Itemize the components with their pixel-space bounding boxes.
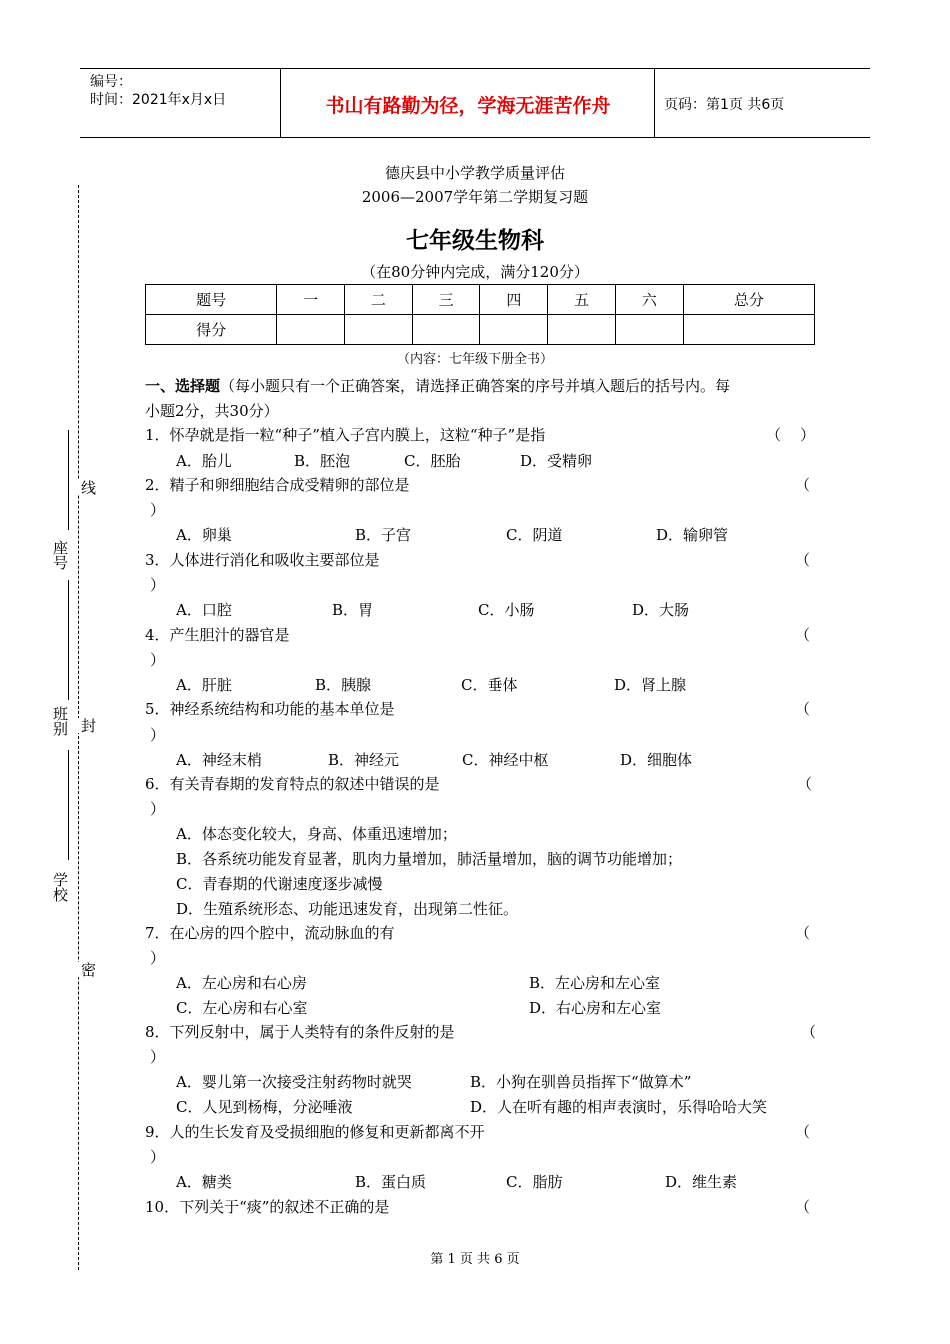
question-2-stem: 2．精子和卵细胞结合成受精卵的部位是 — [145, 476, 410, 494]
answer-blank-open[interactable]: （ — [801, 1023, 817, 1041]
option-d: D．肾上腺 — [614, 676, 687, 694]
question-6-stem: 6．有关青春期的发育特点的叙述中错误的是 — [145, 775, 440, 793]
answer-blank-close: ） — [150, 949, 166, 967]
answer-blank-close: ） — [150, 726, 166, 744]
score-table — [145, 284, 815, 345]
option-b: B．各系统功能发育显著，肌肉力量增加，肺活量增加，脑的调节功能增加； — [176, 850, 683, 868]
header-page-label: 页码：第1页 共6页 — [664, 97, 785, 113]
option-b: B．神经元 — [328, 751, 400, 769]
option-b: B．子宫 — [355, 526, 412, 544]
score-table-score-row — [146, 315, 815, 345]
option-d: D．人在听有趣的相声表演时，乐得哈哈大笑 — [470, 1098, 768, 1116]
table-cell: 六 — [615, 285, 683, 315]
option-c: C．神经中枢 — [462, 751, 549, 769]
section-1-instruction-cont: 小题2分，共30分） — [145, 402, 279, 420]
answer-blank-open[interactable]: （ — [795, 924, 811, 942]
option-c: C．左心房和右心室 — [176, 999, 308, 1017]
question-8-stem: 8．下列反射中，属于人类特有的条件反射的是 — [145, 1023, 455, 1041]
option-d: D．生殖系统形态、功能迅速发育，出现第二性征。 — [176, 900, 519, 918]
option-a: A．胎儿 — [176, 452, 232, 470]
answer-blank-open[interactable]: （ — [795, 476, 811, 494]
table-cell: 一 — [277, 285, 345, 315]
header-divider — [280, 69, 281, 137]
score-input-cell[interactable] — [480, 315, 548, 345]
score-table-header-row — [146, 285, 815, 315]
table-cell: 总分 — [683, 285, 814, 315]
option-d: D．右心房和左心室 — [529, 999, 662, 1017]
option-a: A．左心房和右心房 — [176, 974, 307, 992]
option-c: C．脂肪 — [506, 1173, 563, 1191]
option-a: A．神经末梢 — [176, 751, 262, 769]
option-b: B．胰腺 — [315, 676, 372, 694]
title-line-1: 德庆县中小学教学质量评估 — [384, 164, 565, 182]
answer-blank-close: ） — [150, 1048, 166, 1066]
answer-blank-close: ） — [150, 1148, 166, 1166]
question-1-stem: 1．怀孕就是指一粒“种子”植入子宫内膜上，这粒“种子”是指 — [145, 426, 546, 444]
option-c: C．阴道 — [506, 526, 563, 544]
content-note: （内容：七年级下册全书） — [396, 352, 553, 367]
option-b: B．左心房和左心室 — [529, 974, 661, 992]
option-d: D．细胞体 — [620, 751, 693, 769]
feng-mark: 封 — [79, 718, 97, 733]
table-cell: 题号 — [146, 285, 277, 315]
school-underline — [68, 750, 69, 860]
section-1-intro — [145, 375, 730, 396]
answer-blank-open[interactable]: （ — [797, 775, 813, 793]
answer-blank-close: ） — [150, 501, 166, 519]
table-cell: 三 — [412, 285, 480, 315]
school-label: 学校 — [51, 872, 69, 902]
time-note: （在80分钟内完成，满分120分） — [361, 263, 589, 281]
score-input-cell[interactable] — [683, 315, 814, 345]
seat-label: 座号 — [51, 540, 69, 570]
question-5-stem: 5．神经系统结构和功能的基本单位是 — [145, 700, 395, 718]
section-1-instruction: （每小题只有一个正确答案，请选择正确答案的序号并填入题后的括号内。每 — [220, 377, 731, 395]
option-a: A．口腔 — [176, 601, 232, 619]
title-line-2: 2006—2007学年第二学期复习题 — [361, 188, 589, 206]
option-c: C．胚胎 — [404, 452, 461, 470]
answer-blank-open[interactable]: （ — [795, 551, 811, 569]
table-cell: 二 — [344, 285, 412, 315]
number-label: 编号： — [90, 74, 132, 90]
question-4-stem: 4．产生胆汁的器官是 — [145, 626, 290, 644]
answer-blank-open[interactable]: （ — [795, 700, 811, 718]
option-d: D．大肠 — [632, 601, 690, 619]
document-header — [80, 68, 870, 138]
date-label: 时间：2021年x月x日 — [90, 92, 227, 108]
header-meta — [90, 73, 226, 109]
table-cell: 得分 — [146, 315, 277, 345]
option-c: C．人见到杨梅，分泌唾液 — [176, 1098, 353, 1116]
option-b: B．胚泡 — [294, 452, 351, 470]
option-a: A．糖类 — [176, 1173, 232, 1191]
score-input-cell[interactable] — [548, 315, 616, 345]
question-3-stem: 3．人体进行消化和吸收主要部位是 — [145, 551, 380, 569]
question-10-stem: 10．下列关于“痰”的叙述不正确的是 — [145, 1198, 390, 1216]
option-d: D．受精卵 — [520, 452, 593, 470]
option-d: D．输卵管 — [656, 526, 729, 544]
answer-blank-close: ） — [150, 576, 166, 594]
mi-mark: 密 — [79, 962, 97, 977]
xian-mark: 线 — [79, 480, 97, 495]
answer-blank-open[interactable]: （ — [795, 626, 811, 644]
seat-underline — [68, 430, 69, 530]
option-a: A．肝脏 — [176, 676, 232, 694]
score-input-cell[interactable] — [277, 315, 345, 345]
option-c: C．青春期的代谢速度逐步减慢 — [176, 875, 383, 893]
table-cell: 四 — [480, 285, 548, 315]
class-underline — [68, 580, 69, 700]
option-b: B．胃 — [332, 601, 374, 619]
option-b: B．小狗在驯兽员指挥下“做算术” — [470, 1073, 692, 1091]
page-title: 七年级生物科 — [406, 228, 544, 254]
score-input-cell[interactable] — [615, 315, 683, 345]
answer-blank[interactable]: （ ） — [766, 426, 816, 444]
answer-blank-close: ） — [150, 651, 166, 669]
answer-blank-open[interactable]: （ — [795, 1198, 811, 1216]
score-input-cell[interactable] — [412, 315, 480, 345]
table-cell: 五 — [548, 285, 616, 315]
section-1-heading: 一、选择题 — [145, 377, 221, 395]
class-label: 班别 — [51, 706, 69, 736]
answer-blank-open[interactable]: （ — [795, 1123, 811, 1141]
option-a: A．卵巢 — [176, 526, 232, 544]
header-divider — [654, 69, 655, 137]
option-a: A．体态变化较大，身高、体重迅速增加； — [176, 825, 457, 843]
answer-blank-close: ） — [150, 800, 166, 818]
option-b: B．蛋白质 — [355, 1173, 427, 1191]
option-c: C．垂体 — [461, 676, 518, 694]
option-a: A．婴儿第一次接受注射药物时就哭 — [176, 1073, 412, 1091]
option-c: C．小肠 — [478, 601, 535, 619]
page-footer: 第 1 页 共 6 页 — [430, 1252, 520, 1267]
option-d: D．维生素 — [665, 1173, 738, 1191]
score-input-cell[interactable] — [344, 315, 412, 345]
question-9-stem: 9．人的生长发育及受损细胞的修复和更新都离不开 — [145, 1123, 485, 1141]
question-7-stem: 7．在心房的四个腔中，流动脉血的有 — [145, 924, 395, 942]
header-motto: 书山有路勤为径，学海无涯苦作舟 — [325, 95, 611, 117]
